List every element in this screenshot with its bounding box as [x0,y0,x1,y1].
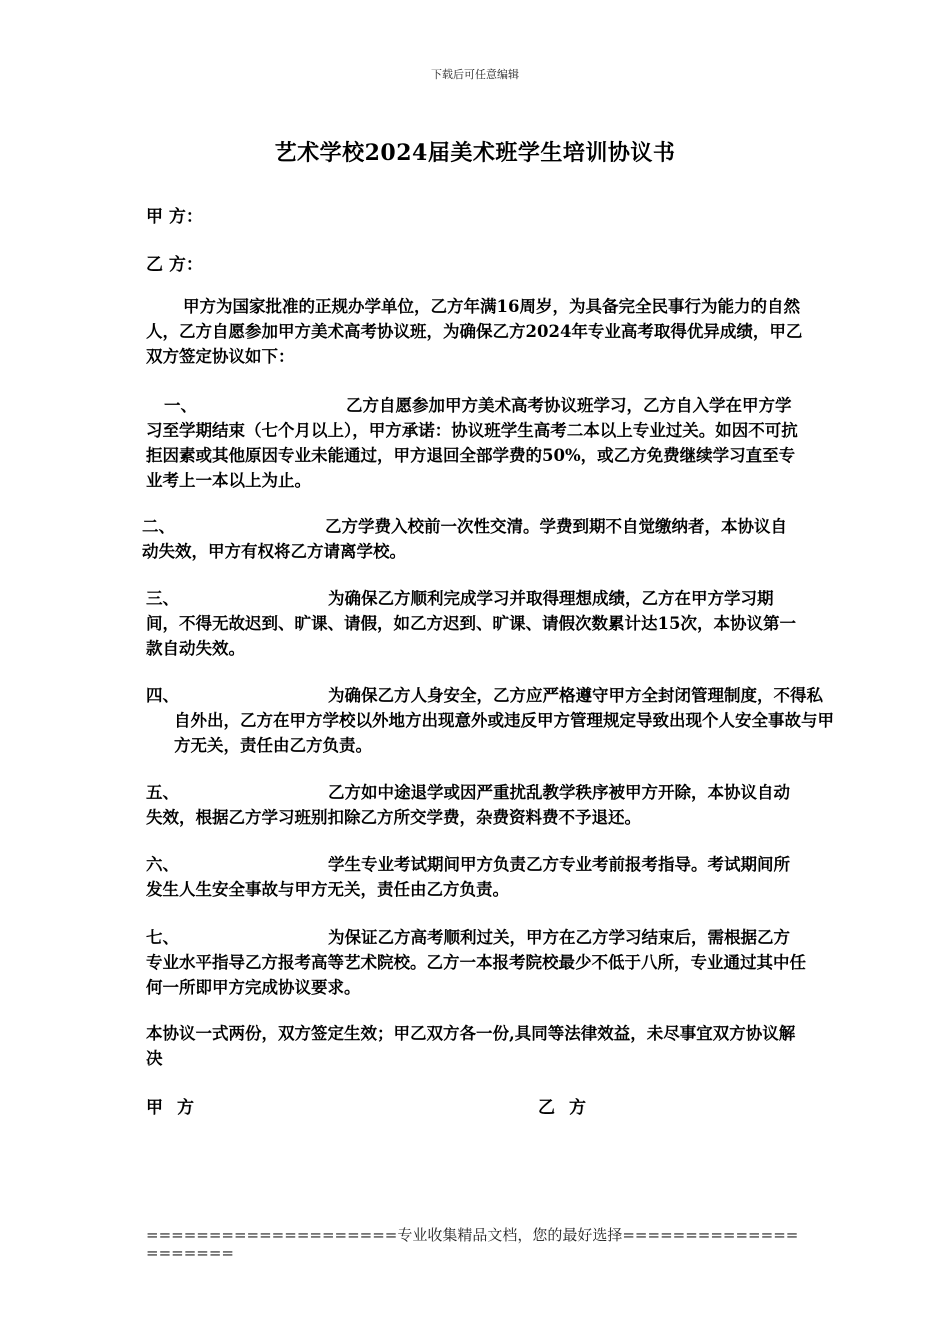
clause-2 [142,514,802,564]
page-footer-banner: ====================专业收集精品文档，您的最好选择===================== [146,1226,799,1262]
clause-6 [146,852,806,902]
clause-6-text: 学生专业考试期间甲方负责乙方专业考前报考指导。考试期间所发生人生安全事故与甲方无关，责任由乙方负责。 [146,855,790,899]
clause-1-number: 一、 [164,396,197,415]
intro-paragraph: 甲方为国家批准的正规办学单位，乙方年满16周岁，为具备完全民事行为能力的自然人，乙方自愿参加甲方美术高考协议班，为确保乙方2024年专业高考取得优异成绩，甲乙双方签定协议如下： [146,297,803,366]
clause-1-text: 乙方自愿参加甲方美术高考协议班学习，乙方自入学在甲方学习至学期结束（七个月以上），甲方承诺：协议班学生高考二本以上专业过关。如因不可抗拒因素或其他原因专业未能通过，甲方退回全部学费的50%，或乙方免费继续学习直至专业考上一本以上为止。 [146,396,798,490]
signature-party-b: 乙方 [538,1098,600,1118]
clause-7 [146,925,806,1000]
signature-party-a: 甲方 [146,1098,208,1118]
clause-2-text: 乙方学费入校前一次性交清。学费到期不自觉缴纳者，本协议自动失效，甲方有权将乙方请离学校。 [142,517,787,561]
clause-5 [146,780,806,830]
party-a-label: 甲 方： [146,207,203,227]
document-title: 艺术学校2024届美术班学生培训协议书 [274,140,676,166]
clause-1 [146,393,806,493]
clause-4-number: 四、 [146,686,179,705]
page-header-note: 下载后可任意编辑 [431,68,519,81]
clause-3 [146,586,806,661]
party-b-label: 乙 方： [146,255,203,275]
clause-3-number: 三、 [146,589,179,608]
clause-5-text: 乙方如中途退学或因严重扰乱教学秩序被甲方开除，本协议自动失效，根据乙方学习班别扣除乙方所交学费，杂费资料费不予退还。 [146,783,790,827]
clause-5-number: 五、 [146,783,179,802]
clause-7-text: 为保证乙方高考顺利过关，甲方在乙方学习结束后，需根据乙方专业水平指导乙方报考高等艺术院校。乙方一本报考院校最少不低于八所，专业通过其中任何一所即甲方完成协议要求。 [146,928,806,997]
clause-2-number: 二、 [142,517,175,536]
clause-3-text: 为确保乙方顺利完成学习并取得理想成绩，乙方在甲方学习期间，不得无故迟到、旷课、请假，如乙方迟到、旷课、请假次数累计达15次，本协议第一款自动失效。 [146,589,796,658]
clause-6-number: 六、 [146,855,179,874]
clause-7-number: 七、 [146,928,179,947]
clause-4-text: 为确保乙方人身安全，乙方应严格遵守甲方全封闭管理制度，不得私自外出，乙方在甲方学校以外地方出现意外或违反甲方管理规定导致出现个人安全事故与甲方无关，责任由乙方负责。 [174,686,834,755]
closing-paragraph: 本协议一式两份，双方签定生效；甲乙双方各一份,具同等法律效益，未尽事宜双方协议解决 [146,1024,796,1068]
clause-4 [146,683,834,758]
